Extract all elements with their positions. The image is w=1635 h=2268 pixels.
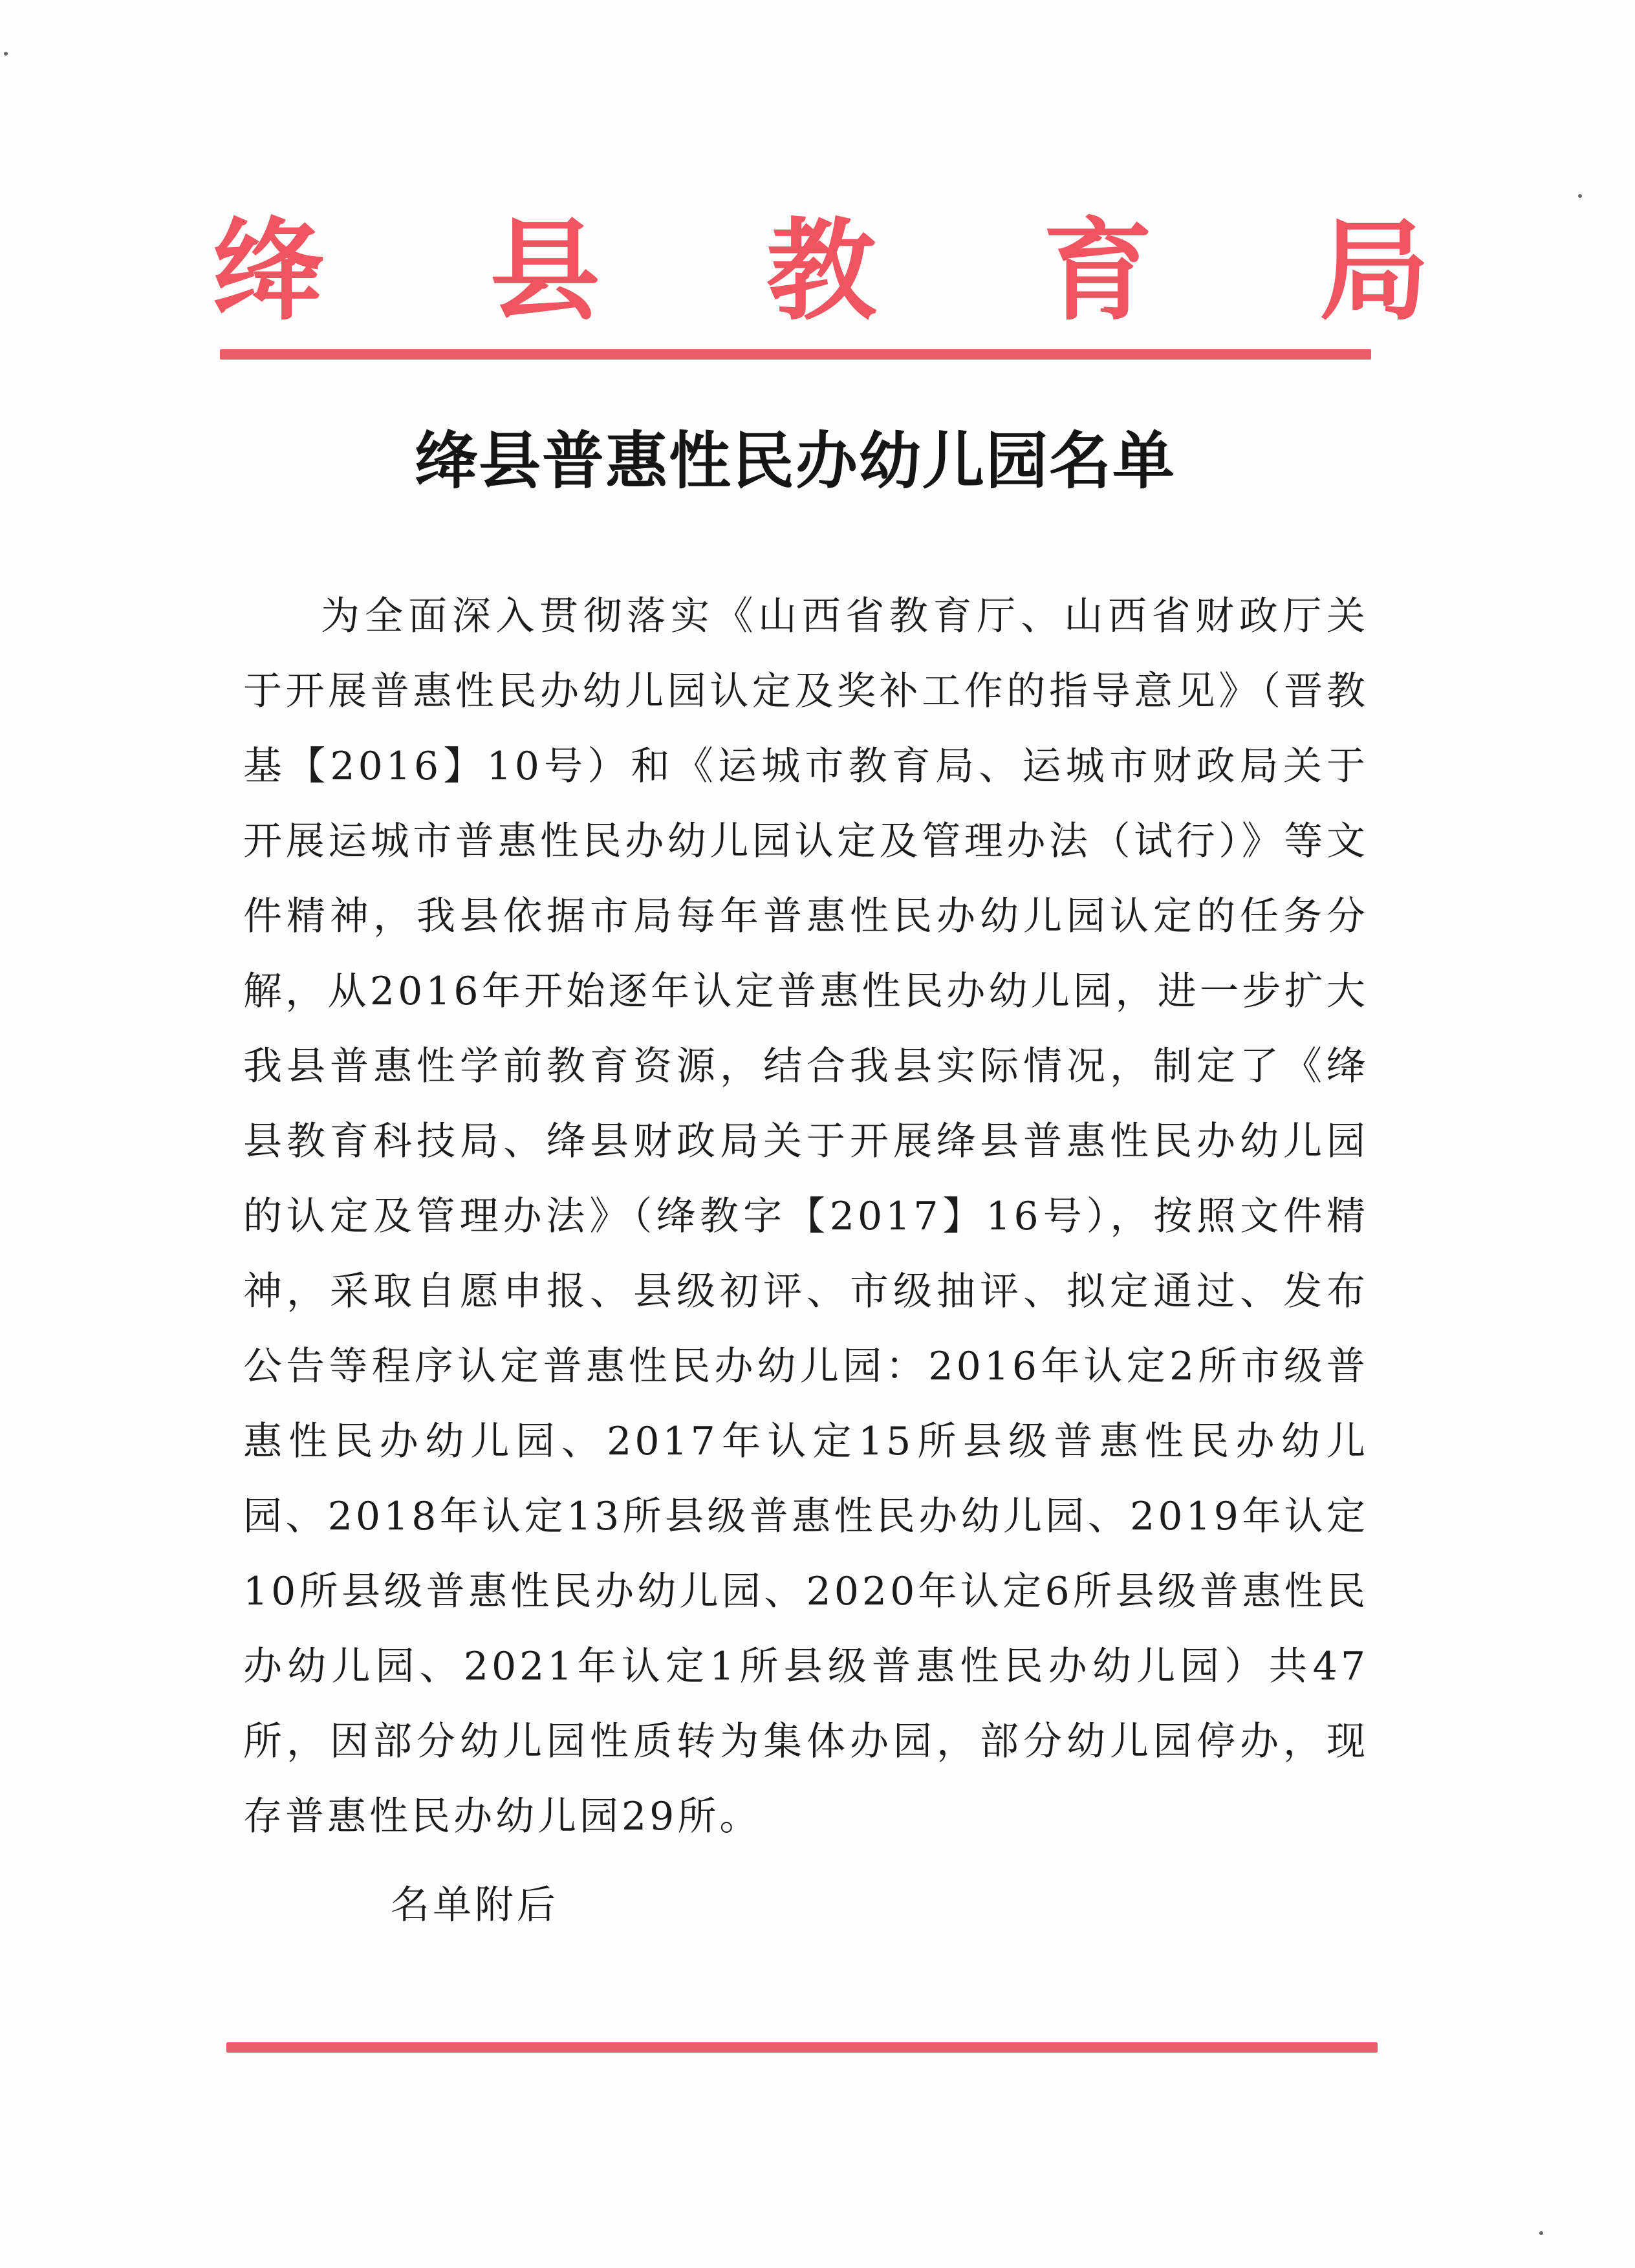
scan-speck xyxy=(1539,2231,1543,2235)
scan-speck xyxy=(1578,194,1582,198)
letterhead-char: 局 xyxy=(1319,208,1429,336)
appendix-note: 名单附后 xyxy=(391,1883,559,1928)
letterhead-char: 教 xyxy=(766,208,876,336)
letterhead-char: 县 xyxy=(490,208,600,336)
body-paragraph: 为全面深入贯彻落实《山西省教育厅、山西省财政厅关于开展普惠性民办幼儿园认定及奖补工作的指导意见》（晋教基【2016】10号）和《运城市教育局、运城市财政局关于开展运城市普惠性民办幼儿园认定及管理办法（试行）》等文件精神，我县依据市局每年普惠性民办幼儿园认定的任务分解，从2016年开始逐年认定普惠性民办幼儿园，进一步扩大我县普惠性学前教育资源，结合我县实际情况，制定了《绛县教育科技局、绛县财政局关于开展绛县普惠性民办幼儿园的认定及管理办法》（绛教字【2017】16号），按照文件精神，采取自愿申报、县级初评、市级抽评、拟定通过、发布公告等程序认定普惠性民办幼儿园：2016年认定2所市级普惠性民办幼儿园、2017年认定15所县级普惠性民办幼儿园、2018年认定13所县级普惠性民办幼儿园、2019年认定10所县级普惠性民办幼儿园、2020年认定6所县级普惠性民办幼儿园、2021年认定1所县级普惠性民办幼儿园）共47所，因部分幼儿园性质转为集体办园，部分幼儿园停办，现存普惠性民办幼儿园29所。 xyxy=(243,594,1369,1839)
letterhead-char: 育 xyxy=(1043,208,1153,336)
letterhead-char: 绛 xyxy=(213,208,324,336)
scan-speck xyxy=(4,52,8,56)
document-title: 绛县普惠性民办幼儿园名单 xyxy=(415,424,1176,497)
footer-divider xyxy=(226,2042,1378,2053)
letterhead-divider xyxy=(220,349,1371,360)
letterhead-title xyxy=(213,207,1429,336)
